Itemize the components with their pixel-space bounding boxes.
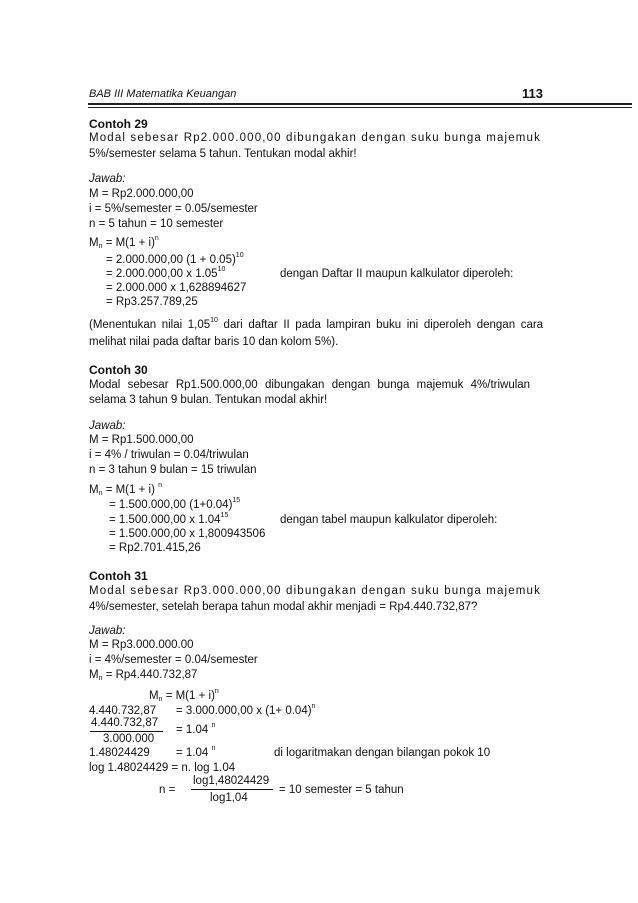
example-29-given-i: i = 5%/semester = 0.05/semester: [89, 203, 258, 215]
example-31-eq2-rhs: = 3.000.000,00 x $(1+ 0.04)^n$: [176, 703, 316, 717]
example-31-log-numerator: log1,48024429: [193, 775, 270, 787]
example-30-step2-note: dengan tabel maupun kalkulator diperoleh:: [280, 514, 498, 526]
example-31-question-line2: 4%/semester, setelah berapa tahun modal akhir menjadi = Rp4.440.732,87?: [89, 601, 478, 613]
example-30-step1: = 1.500.000,00 $(1+0.04)^{15}$: [109, 497, 241, 511]
example-31-formula: $M_n = M(1 + i)^n$: [149, 688, 219, 703]
header-rule-thick: [88, 103, 632, 105]
example-31-final-result: = 10 semester = 5 tahun: [279, 784, 404, 796]
example-29-answer-label: Jawab:: [89, 173, 126, 185]
example-31-eq2-lhs: 4.440.732,87: [89, 705, 157, 717]
running-header-chapter: BAB III Matematika Keuangan: [89, 88, 237, 100]
example-31-eq6-lhs: n =: [159, 784, 176, 796]
example-30-given-i: i = 4% / triwulan = 0.04/triwulan: [89, 449, 249, 461]
example-30-question-line1: Modal sebesar Rp1.500.000,00 dibungakan dengan bunga majemuk 4%/triwulan: [89, 379, 531, 391]
example-31-given-m: M = Rp3.000.000.00: [89, 639, 194, 651]
example-31-fraction-numerator: 4.440.732,87: [91, 717, 159, 729]
example-30-answer-label: Jawab:: [89, 420, 126, 432]
example-31-question-line1: Modal sebesar Rp3.000.000,00 dibungakan dengan suku bunga majemuk: [89, 585, 541, 597]
example-30-given-n: n = 3 tahun 9 bulan = 15 triwulan: [89, 464, 257, 476]
example-29-question-line1: Modal sebesar Rp2.000.000,00 dibungakan dengan suku bunga majemuk: [89, 132, 541, 144]
example-29-step2: = 2.000.000,00 x 1.05$^{10}$: [106, 266, 226, 280]
example-30-title: Contoh 30: [89, 363, 148, 377]
example-29-step2-note: dengan Daftar II maupun kalkulator diperoleh:: [280, 268, 514, 280]
example-29-note-line1: (Menentukan nilai 1,05$^{10}$ dari daftar II pada lampiran buku ini diperoleh dengan cara: [89, 317, 544, 331]
example-30-question-line2: selama 3 tahun 9 bulan. Tentukan modal akhir!: [89, 394, 328, 406]
example-29-formula: $M_n = M(1 + i)^n$: [89, 235, 159, 250]
example-31-eq3-rhs: = 1.04 $^n$: [176, 722, 216, 736]
example-30-formula: $M_n = M(1 + i)$ $^n$: [89, 482, 163, 497]
example-31-log-denominator: log1,04: [210, 792, 248, 804]
example-30-step2: = 1.500.000,00 x 1.04$^{15}$: [109, 512, 229, 526]
example-29-question-line2: 5%/semester selama 5 tahun. Tentukan modal akhir!: [89, 148, 357, 160]
example-29-note-line2: melihat nilai pada daftar baris 10 dan kolom 5%).: [89, 336, 339, 348]
example-31-fraction-denominator: 3.000.000: [103, 733, 155, 745]
example-29-title: Contoh 29: [89, 117, 148, 131]
example-31-log-fraction-bar: [191, 789, 273, 790]
example-29-given-n: n = 5 tahun = 10 semester: [89, 218, 224, 230]
example-31-given-i: i = 4%/semester = 0.04/semester: [89, 654, 258, 666]
example-30-step3: = 1.500.000,00 x 1,800943506: [109, 528, 266, 540]
example-31-given-mn: $M_n = Rp4.440.732,87$: [89, 669, 198, 682]
example-29-step3: = 2.000.000 x 1,628894627: [106, 282, 247, 294]
example-29-step1: = 2.000.000,00 $(1 + 0.05)^{10}$: [106, 252, 244, 266]
example-31-eq4-lhs: 1.48024429: [89, 747, 150, 759]
example-31-eq5: log 1.48024429 = n. log 1.04: [89, 762, 236, 774]
example-31-title: Contoh 31: [89, 569, 148, 583]
header-rule-thin: [88, 107, 632, 108]
example-29-given-m: M = Rp2.000.000,00: [89, 188, 194, 200]
example-30-result: = Rp2.701.415,26: [109, 542, 201, 554]
example-31-eq4-note: di logaritmakan dengan bilangan pokok 10: [274, 747, 491, 759]
example-31-answer-label: Jawab:: [89, 625, 126, 637]
example-31-eq4-rhs: = 1.04 $^n$: [176, 745, 216, 759]
page-number: 113: [522, 86, 543, 101]
example-30-given-m: M = Rp1.500.000,00: [89, 434, 194, 446]
example-29-result: = Rp3.257.789,25: [106, 296, 198, 308]
